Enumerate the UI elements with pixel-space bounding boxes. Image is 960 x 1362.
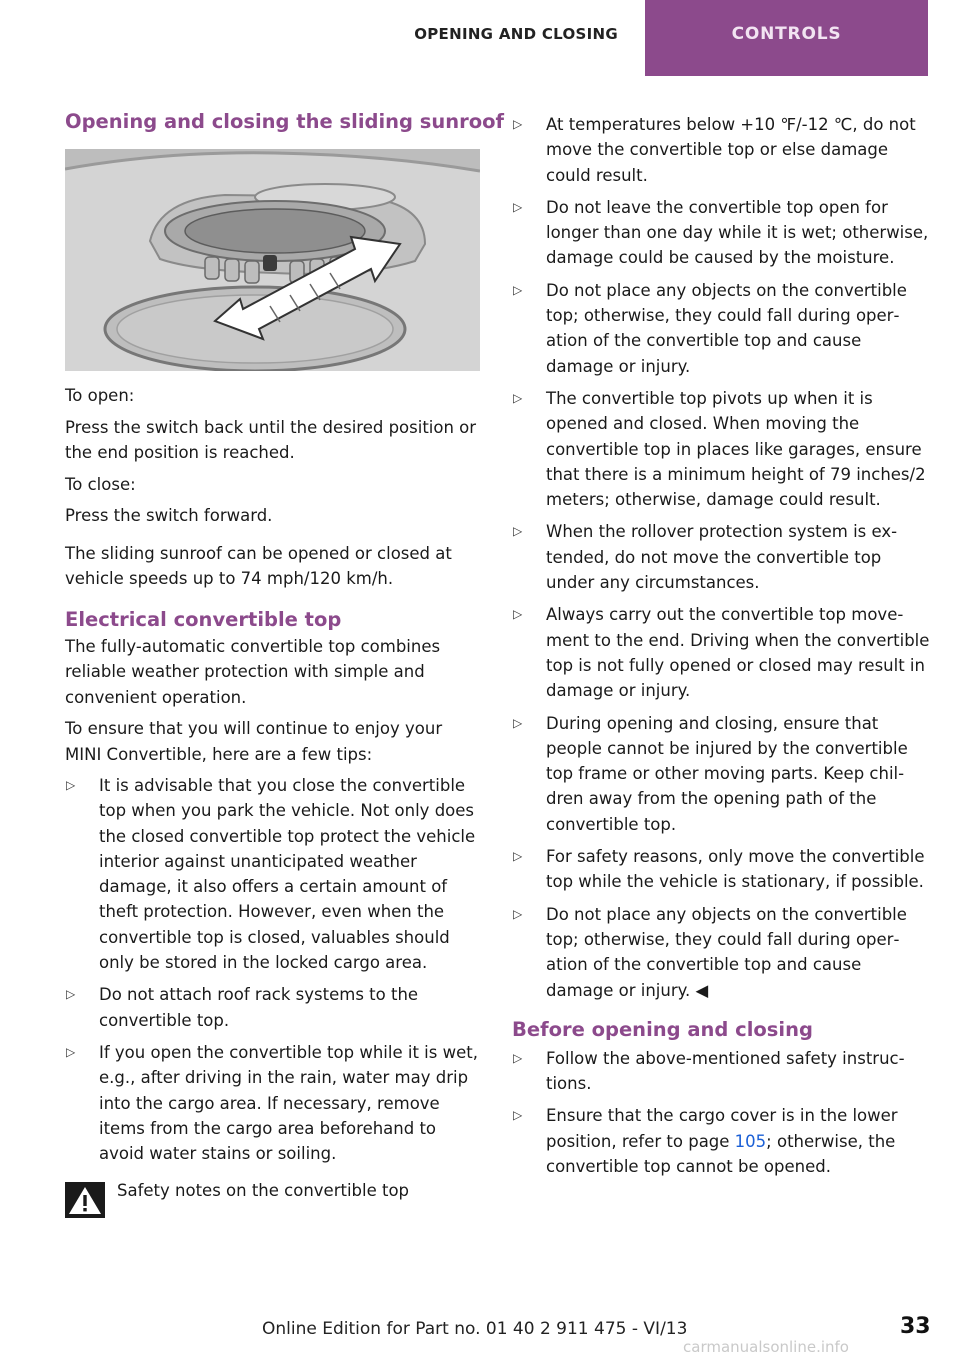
bullet-marker-icon: ▷ (513, 715, 523, 730)
list-item: ▷ The convertible top pivots up when it is opened and closed. When moving the convertible top in places like garages, ensure that there is a minimum height of 79 inches/2 meters; otherwise, damage could result. (512, 386, 930, 512)
bullet-marker-icon: ▷ (66, 987, 76, 1002)
list-item: ▷ At temperatures below +10 ℉/-12 ℃, do not move the convertible top or else damage could result. (512, 112, 930, 188)
tips-list (65, 773, 481, 1166)
bullet-marker-icon: ▷ (66, 778, 76, 792)
edition-text: Online Edition for Part no. 01 40 2 911 475 - VI/13 (262, 1319, 688, 1339)
list-item: ▷ For safety reasons, only move the convertible top while the vehicle is stationary, if possible. (512, 844, 930, 895)
sunroof-switch-illustration (65, 149, 480, 371)
heading-sliding-sunroof: Opening and closing the sliding sunroof (65, 110, 505, 133)
bullet-marker-icon: ▷ (513, 1108, 523, 1123)
page-footer (0, 1316, 960, 1362)
list-item: ▷ Do not place any objects on the convertible top; otherwise, they could fall during operation of the convertible top and cause damage or injury. (512, 278, 930, 379)
safety-notes-list (512, 112, 930, 1003)
bullet-marker-icon: ▷ (513, 390, 523, 405)
bullet-marker-icon: ▷ (513, 282, 523, 297)
list-item: ▷ Do not attach roof rack systems to the convertible top. (65, 982, 481, 1033)
bullet-marker-icon: ▷ (513, 849, 523, 864)
list-item: ▷ Do not leave the convertible top open for longer than one day while it is wet; otherwise, damage could be caused by the moisture. (512, 195, 930, 271)
list-item: ▷ If you open the convertible top while it is wet, e.g., after driving in the rain, water may drip into the cargo area. If necessary, remove items from the cargo area beforehand to avoid water stains or soiling. (65, 1040, 481, 1166)
bullet-marker-icon: ▷ (513, 906, 523, 921)
to-open-label: To open: (65, 386, 135, 405)
page-reference-link[interactable]: 105 (734, 1131, 767, 1151)
list-item: ▷ Ensure that the cargo cover is in the lower position, refer to page 105; otherwise, the convertible top cannot be opened. (512, 1103, 930, 1179)
heading-before-opening-and-closing: Before opening and closing (512, 1017, 813, 1041)
bullet-marker-icon: ▷ (513, 199, 523, 214)
warning-title: Safety notes on the convertible top (117, 1181, 410, 1201)
warning-note (65, 1178, 481, 1220)
right-column (512, 112, 930, 1179)
sunroof-speed-note: The sliding sunroof can be opened or closed at vehicle speeds up to 74 mph/120 km/h. (65, 543, 452, 588)
page-number: 33 (900, 1314, 931, 1339)
bullet-marker-icon: ▷ (513, 1050, 523, 1065)
to-open-text: Press the switch back until the desired position or the end position is reached. (65, 417, 477, 462)
bullet-marker-icon: ▷ (513, 607, 523, 622)
list-item: ▷ Do not place any objects on the convertible top; otherwise, they could fall during operation of the convertible top and cause damage or injury. ◀ (512, 902, 930, 1003)
watermark: carmanualsonline.info (683, 1338, 849, 1356)
to-close-text: Press the switch forward. (65, 506, 273, 525)
list-item: ▷ During opening and closing, ensure that people cannot be injured by the convertible top frame or other moving parts. Keep children away from the opening path of the convertible top. (512, 711, 930, 837)
bullet-marker-icon: ▷ (513, 524, 523, 539)
list-item: ▷ Always carry out the convertible top movement to the end. Driving when the convertible top is not fully opened or closed may result in damage or injury. (512, 602, 930, 703)
chapter-tab: CONTROLS (645, 0, 928, 76)
section-title: OPENING AND CLOSING (414, 25, 618, 43)
tips-intro: To ensure that you will continue to enjoy your MINI Convertible, here are a few tips: (65, 719, 443, 764)
heading-electrical-convertible-top: Electrical convertible top (65, 607, 342, 631)
before-opening-list (512, 1046, 930, 1179)
to-close-label: To close: (65, 474, 136, 494)
list-item: ▷ When the rollover protection system is extended, do not move the convertible top under any circumstances. (512, 519, 930, 595)
bullet-marker-icon: ▷ (513, 117, 523, 131)
warning-triangle-icon (65, 1182, 105, 1218)
bullet-marker-icon: ▷ (66, 1044, 76, 1059)
list-item: ▷ It is advisable that you close the convertible top when you park the vehicle. Not only does the closed convertible top protect the vehicle interior against unanticipated weather damage, it also offers a certain amount of theft protection. However, even when the convertible top is closed, valuables should only be stored in the locked cargo area. (65, 773, 481, 975)
list-item: ▷ Follow the above-mentioned safety instructions. (512, 1046, 930, 1097)
left-column (65, 108, 505, 1220)
convertible-intro: The fully-automatic convertible top combines reliable weather protection with simple and convenient operation. (65, 636, 441, 707)
